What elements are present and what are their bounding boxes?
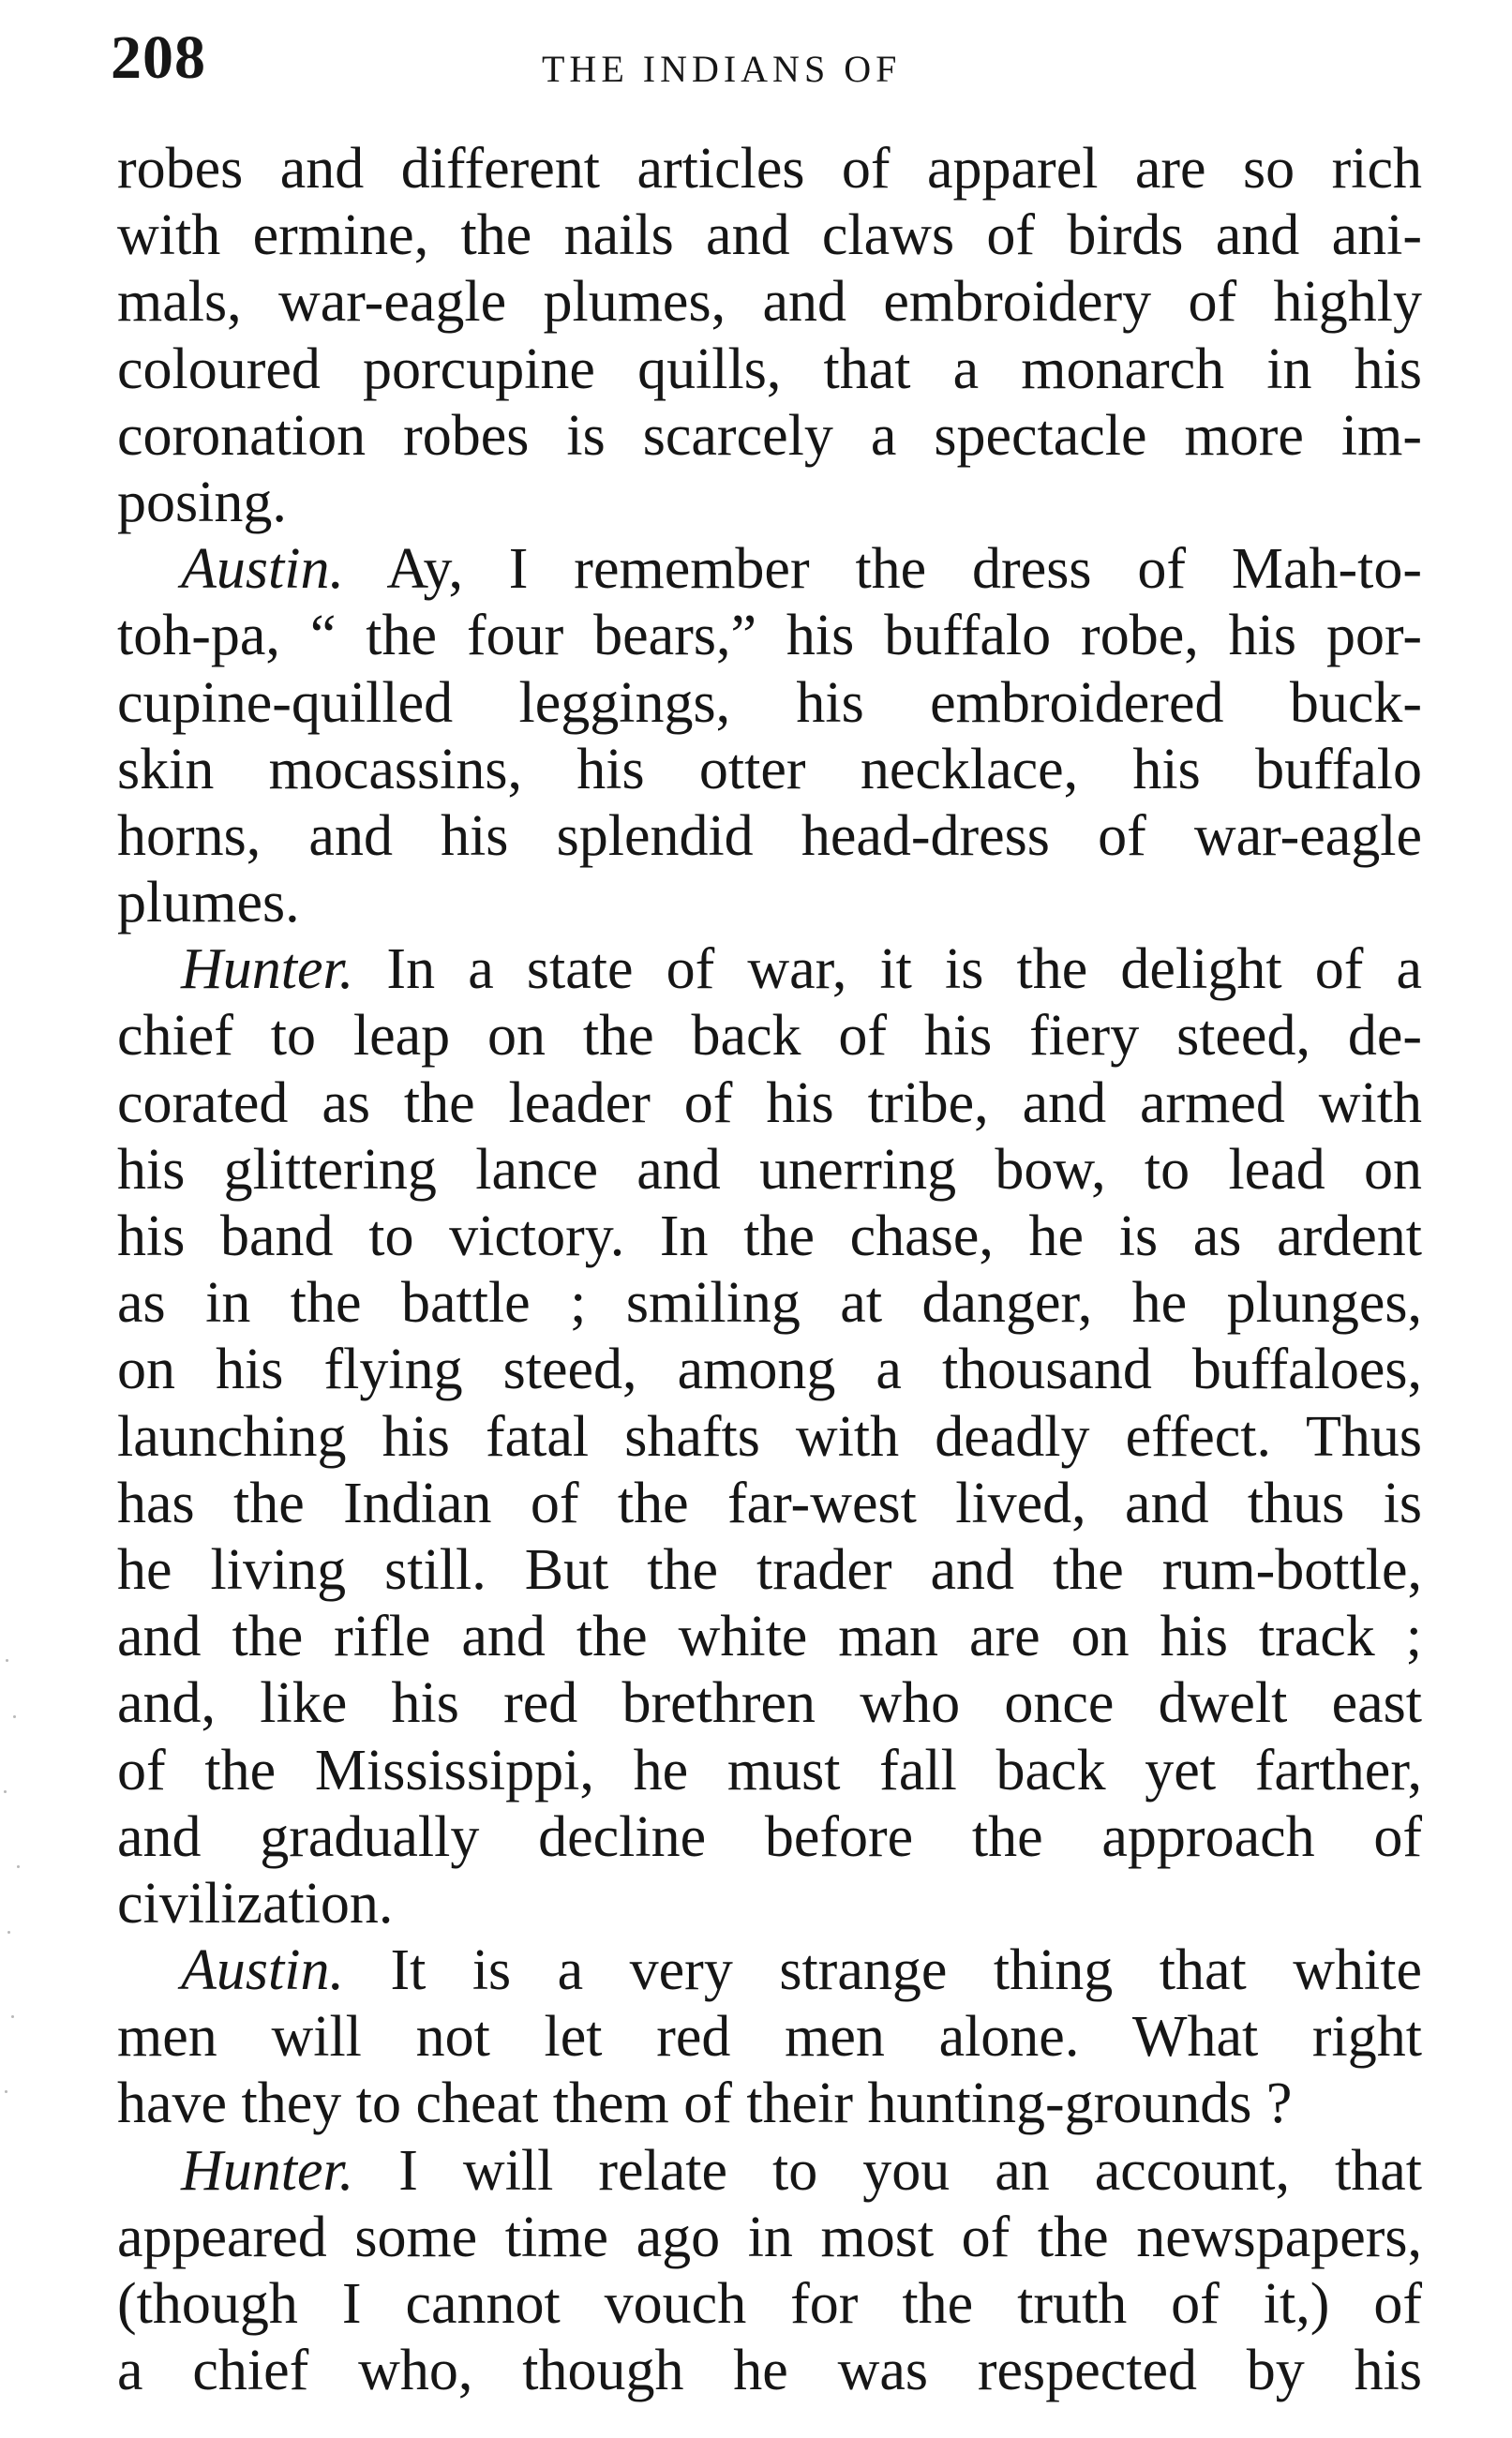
text-line <box>117 1604 1422 1670</box>
line-text: has the Indian of the far-west lived, and thus is <box>117 1471 1422 1535</box>
line-text: have they to cheat them of their hunting-grounds ? <box>117 2072 1293 2136</box>
line-text: of the Mississippi, he must fall back yet farther, <box>117 1738 1422 1802</box>
line-text: a chief who, though he was respected by his <box>117 2339 1422 2403</box>
line-text: In a state of war, it is the delight of a <box>386 937 1423 1002</box>
text-line <box>117 202 1422 269</box>
text-line <box>117 603 1422 669</box>
line-text: I will relate to you an account, that <box>398 2138 1422 2203</box>
text-line <box>117 1404 1422 1471</box>
text-line <box>117 136 1422 202</box>
page-edge-specks <box>0 1650 28 2137</box>
text-line <box>117 870 1422 936</box>
text-line <box>117 403 1422 470</box>
text-line <box>117 1137 1422 1204</box>
line-text: coronation robes is scarcely a spectacle more im- <box>117 403 1422 468</box>
line-text: toh-pa, “ the four bears,” his buffalo robe, his por- <box>117 604 1422 668</box>
line-text: corated as the leader of his tribe, and armed with <box>117 1070 1422 1135</box>
line-text: and the rifle and the white man are on his track ; <box>117 1605 1422 1669</box>
speck <box>17 1865 20 1868</box>
speaker-name: Austin. <box>181 537 344 602</box>
line-text: (though I cannot vouch for the truth of it,) of <box>117 2272 1422 2336</box>
line-text: civilization. <box>117 1871 394 1936</box>
speck <box>6 1659 8 1662</box>
line-text: and, like his red brethren who once dwelt east <box>117 1671 1422 1736</box>
speaker-line <box>117 536 1422 603</box>
line-text: robes and different articles of apparel are so rich <box>117 137 1422 201</box>
speaker-name: Hunter. <box>181 937 354 1002</box>
text-line <box>117 269 1422 336</box>
line-text: on his flying steed, among a thousand buffaloes, <box>117 1338 1422 1402</box>
line-text: cupine-quilled leggings, his embroidered buck- <box>117 670 1422 735</box>
line-text: with ermine, the nails and claws of birds and ani- <box>117 203 1422 268</box>
line-text: his glittering lance and unerring bow, to lead on <box>117 1137 1422 1202</box>
line-text: as in the battle ; smiling at danger, he plunges, <box>117 1271 1422 1336</box>
running-head: THE INDIANS OF <box>542 48 902 90</box>
speaker-name: Austin. <box>181 1938 344 2003</box>
text-line <box>117 337 1422 403</box>
speaker-line <box>117 1937 1422 2004</box>
text-line <box>117 1670 1422 1737</box>
text-line <box>117 1871 1422 1937</box>
line-text: his band to victory. In the chase, he is as ardent <box>117 1204 1422 1268</box>
speck <box>11 2015 14 2018</box>
text-line <box>117 2271 1422 2338</box>
line-text: posing. <box>117 470 287 534</box>
line-text: and gradually decline before the approach of <box>117 1804 1422 1869</box>
line-text: launching his fatal shafts with deadly effect. Thus <box>117 1404 1422 1469</box>
text-line <box>117 1270 1422 1337</box>
text-line <box>117 1738 1422 1804</box>
line-text: appeared some time ago in most of the newspapers, <box>117 2205 1422 2269</box>
line-text: he living still. But the trader and the rum-bottle, <box>117 1537 1422 1602</box>
line-text: It is a very strange thing that white <box>390 1938 1422 2003</box>
text-line <box>117 737 1422 803</box>
line-text: plumes. <box>117 871 300 935</box>
text-line <box>117 2338 1422 2404</box>
speaker-name: Hunter. <box>181 2138 354 2203</box>
speaker-line <box>117 936 1422 1003</box>
text-line <box>117 803 1422 870</box>
text-line <box>117 670 1422 737</box>
speck <box>7 1931 10 1934</box>
line-text: chief to leap on the back of his fiery steed, de- <box>117 1004 1422 1069</box>
line-text: mals, war-eagle plumes, and embroidery of highly <box>117 270 1422 335</box>
text-line <box>117 1204 1422 1270</box>
text-line <box>117 1804 1422 1871</box>
speck <box>4 1790 7 1793</box>
line-text: skin mocassins, his otter necklace, his buffalo <box>117 737 1422 801</box>
body-text <box>117 136 1422 2404</box>
speaker-line <box>117 2138 1422 2205</box>
text-line <box>117 1070 1422 1137</box>
text-line <box>117 1537 1422 1604</box>
text-line <box>117 1003 1422 1069</box>
text-line <box>117 2071 1422 2137</box>
text-line <box>117 2205 1422 2271</box>
text-line <box>117 1337 1422 1403</box>
text-line <box>117 470 1422 536</box>
text-line <box>117 2004 1422 2071</box>
line-text: Ay, I remember the dress of Mah-to- <box>386 537 1422 602</box>
line-text: horns, and his splendid head-dress of war-eagle <box>117 803 1422 868</box>
line-text: coloured porcupine quills, that a monarch in his <box>117 337 1422 401</box>
line-text: men will not let red men alone. What right <box>117 2005 1422 2070</box>
page-header <box>111 21 1423 96</box>
speck <box>5 2090 7 2093</box>
text-line <box>117 1471 1422 1537</box>
speck <box>13 1715 16 1718</box>
page-number: 208 <box>111 23 206 92</box>
